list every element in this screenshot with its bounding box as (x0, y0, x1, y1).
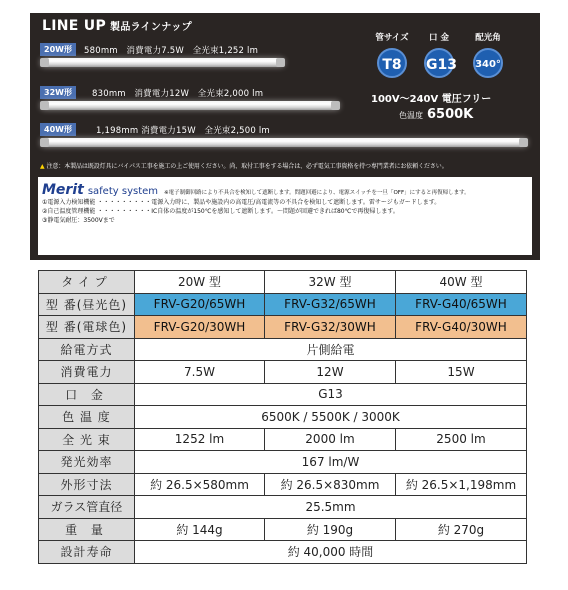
row-label-lumens: 全 光 束 (39, 428, 135, 451)
tube-image-32w (40, 101, 340, 110)
caution-text: 注意：本製品は既設灯具にバイパス工事を施工の上ご使用ください。尚、取付工事をする場合は、必ず電気工事資格を持つ専門業者にお依頼ください。 (46, 163, 448, 170)
type-40w: 40W 型 (396, 271, 527, 294)
tube-size-label: 管サイズ (375, 33, 409, 43)
row-label-base: 口 金 (39, 383, 135, 406)
table-row (39, 451, 527, 474)
row-label-efficacy: 発光効率 (39, 451, 135, 474)
tube-spec-20w: 580mm 消費電力7.5W 全光束1,252 lm (84, 46, 259, 56)
row-label-life: 設計寿命 (39, 541, 135, 564)
life-value: 約 40,000 時間 (135, 541, 527, 564)
tube-badge-32w: 32W形 (40, 86, 76, 99)
base-value: G13 (135, 383, 527, 406)
row-label-tube-diameter: ガラス管直径 (39, 496, 135, 519)
merit-system-label: safety system (87, 186, 159, 197)
row-label-color-temp: 色 温 度 (39, 406, 135, 429)
dimensions-40w: 約 26.5×1,198mm (396, 473, 527, 496)
lumens-32w: 2000 lm (265, 428, 396, 451)
tube-row-32w (40, 86, 340, 114)
table-row (39, 518, 527, 541)
row-label-power: 消費電力 (39, 361, 135, 384)
base-badge: G13 (424, 48, 454, 78)
row-label-power-method: 給電方式 (39, 338, 135, 361)
merit-feature-1: ①電源入力検知機能 ・・・・・・・・・電源入力時に、製品や施設内の高電圧/高電流等の不具合を検知して遮断します。雷サージもガードします。 (42, 199, 441, 206)
table-row (39, 428, 527, 451)
color-temp (399, 107, 473, 122)
row-label-weight: 重 量 (39, 518, 135, 541)
tube-size-badge: T8 (377, 48, 407, 78)
table-row (39, 271, 527, 294)
merit-feature-list (42, 198, 440, 225)
dimensions-20w: 約 26.5×580mm (135, 473, 265, 496)
merit-logo: Merit (42, 182, 84, 198)
merit-feature-2: ②自己温度管理機能 ・・・・・・・・・IC自体の温度が150℃を感知して遮断します。〜問題が回避できれば80℃で再復帰します。 (42, 208, 399, 215)
row-label-model-day: 型 番(昼光色) (39, 293, 135, 316)
weight-32w: 約 190g (265, 518, 396, 541)
spec-table (38, 270, 527, 564)
table-row (39, 338, 527, 361)
tube-spec-40w: 1,198mm 消費電力15W 全光束2,500 lm (96, 126, 270, 136)
model-bulb-20w: FRV-G20/30WH (135, 316, 265, 339)
merit-safety-box (38, 177, 532, 255)
efficacy-value: 167 lm/W (135, 451, 527, 474)
model-day-32w: FRV-G32/65WH (265, 293, 396, 316)
tube-image-20w (40, 58, 285, 67)
table-row (39, 293, 527, 316)
model-day-40w: FRV-G40/65WH (396, 293, 527, 316)
table-row (39, 541, 527, 564)
warning-icon: ▲ (40, 163, 45, 170)
voltage-text: 100V〜240V 電圧フリー (371, 94, 492, 105)
tube-spec-32w: 830mm 消費電力12W 全光束2,000 lm (92, 89, 264, 99)
row-label-type: タイプ (39, 271, 135, 294)
merit-feature-3: ③静電気耐圧：3500Vまで (42, 217, 115, 224)
model-day-20w: FRV-G20/65WH (135, 293, 265, 316)
model-bulb-32w: FRV-G32/30WH (265, 316, 396, 339)
power-20w: 7.5W (135, 361, 265, 384)
beam-angle-badge: 340° (473, 48, 503, 78)
lineup-title-text: LINE UP (42, 18, 107, 34)
weight-40w: 約 270g (396, 518, 527, 541)
merit-header (42, 179, 470, 198)
type-20w: 20W 型 (135, 271, 265, 294)
table-row (39, 361, 527, 384)
color-temp-value: 6500K (427, 107, 474, 122)
dimensions-32w: 約 26.5×830mm (265, 473, 396, 496)
power-method-value: 片側給電 (135, 338, 527, 361)
model-bulb-40w: FRV-G40/30WH (396, 316, 527, 339)
row-label-model-bulb: 型 番(電球色) (39, 316, 135, 339)
power-40w: 15W (396, 361, 527, 384)
merit-description: ※電子制御回路により不具合を検知して遮断します。問題回避により、電源スイッチを一旦「OFF」にすると再復帰します。 (164, 190, 470, 196)
color-temp-label: 色温度 (399, 111, 423, 120)
table-row (39, 406, 527, 429)
tube-row-40w (40, 123, 530, 151)
lineup-subtitle: 製品ラインナップ (110, 22, 192, 33)
color-temp-values: 6500K / 5500K / 3000K (135, 406, 527, 429)
lineup-banner (30, 13, 540, 260)
lineup-title (42, 18, 192, 34)
tube-diameter-value: 25.5mm (135, 496, 527, 519)
weight-20w: 約 144g (135, 518, 265, 541)
type-32w: 32W 型 (265, 271, 396, 294)
table-row (39, 496, 527, 519)
tube-badge-20w: 20W形 (40, 43, 76, 56)
table-row (39, 383, 527, 406)
table-row (39, 316, 527, 339)
row-label-dimensions: 外形寸法 (39, 473, 135, 496)
base-label: 口 金 (429, 33, 449, 43)
tube-row-20w (40, 43, 330, 71)
power-32w: 12W (265, 361, 396, 384)
lumens-20w: 1252 lm (135, 428, 265, 451)
beam-angle-label: 配光角 (475, 33, 501, 43)
table-row (39, 473, 527, 496)
tube-badge-40w: 40W形 (40, 123, 76, 136)
lumens-40w: 2500 lm (396, 428, 527, 451)
caution-note (40, 161, 448, 170)
tube-image-40w (40, 138, 528, 147)
